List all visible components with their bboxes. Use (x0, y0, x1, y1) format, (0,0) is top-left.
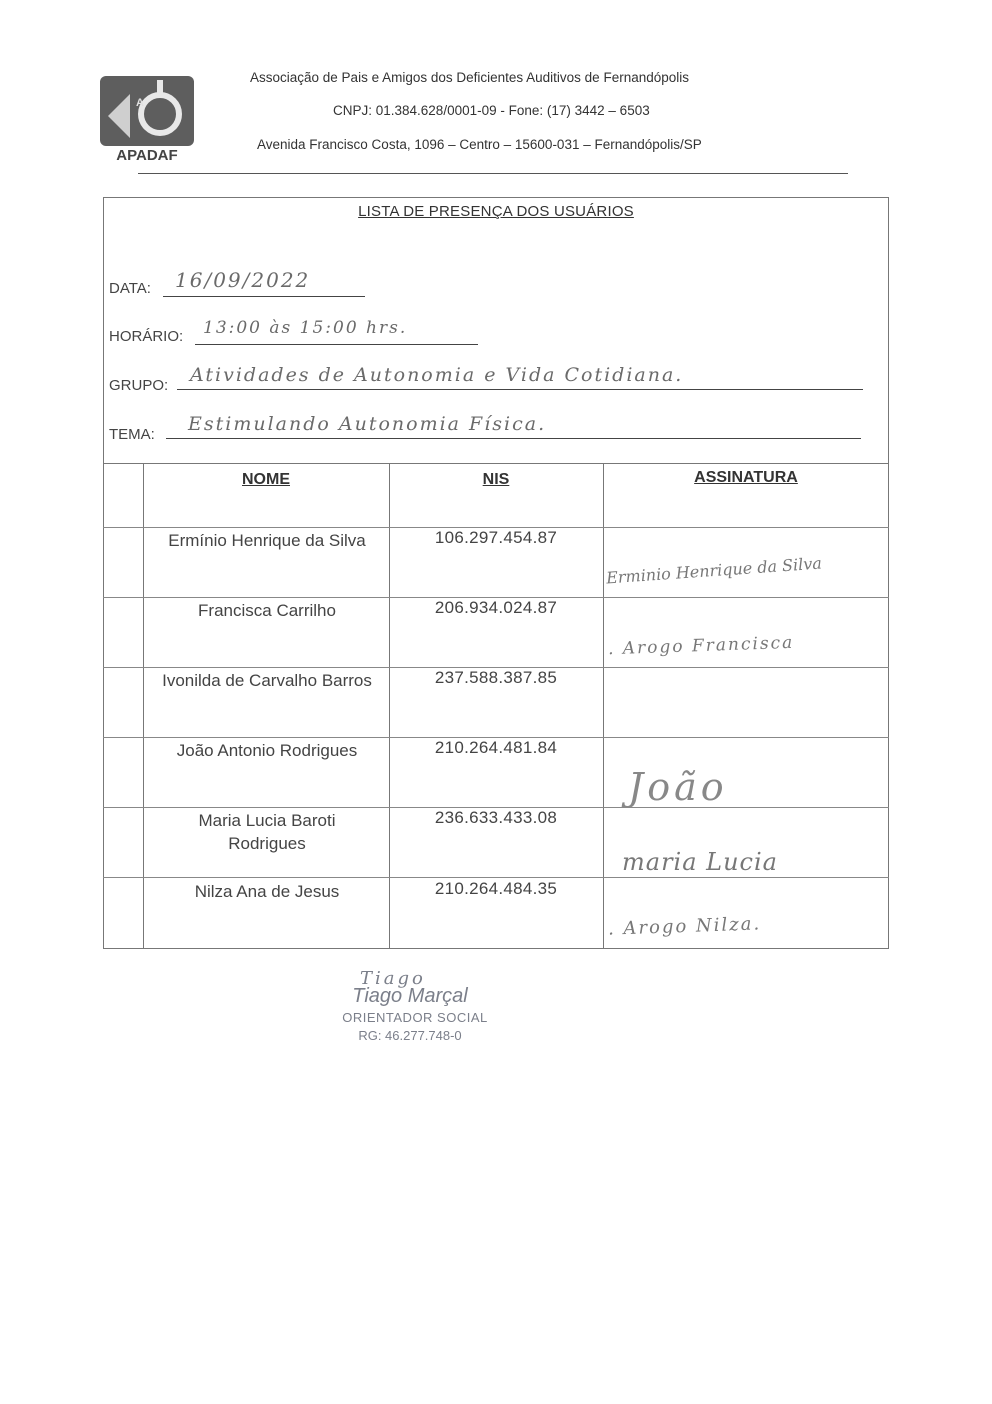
data-underline (163, 296, 365, 297)
tema-value: Estimulando Autonomia Física. (188, 413, 547, 435)
row-3-nome: Ivonilda de Carvalho Barros (162, 671, 372, 690)
header-address: Avenida Francisco Costa, 1096 – Centro – 15600-031 – Fernandópolis/SP (257, 137, 702, 152)
data-label: DATA: (109, 280, 151, 297)
row-4-nis: 210.264.481.84 (434, 738, 558, 757)
data-value: 16/09/2022 (175, 268, 311, 292)
col-header-assinatura: ASSINATURA (694, 469, 798, 486)
stamp-role: ORIENTADOR SOCIAL (342, 1010, 488, 1025)
grupo-value: Atividades de Autonomia e Vida Cotidiana. (190, 364, 684, 386)
horario-label: HORÁRIO: (109, 328, 184, 345)
logo-letter: A (136, 97, 144, 109)
row-2-signature: . Arogo Francisca (607, 632, 795, 660)
tema-underline (166, 438, 861, 439)
row-5-nis: 236.633.433.08 (434, 808, 558, 827)
col-header-nome: NOME (242, 471, 290, 488)
row-2-nis: 206.934.024.87 (434, 598, 558, 617)
row-4-signature: João (628, 765, 728, 809)
stamp-name: Tiago Marçal (352, 985, 468, 1007)
row-divider (103, 877, 889, 878)
logo-text: APADAF (116, 147, 178, 162)
apadaf-logo (100, 76, 194, 162)
grupo-label: GRUPO: (109, 377, 169, 394)
row-4-nome: João Antonio Rodrigues (176, 741, 358, 760)
tema-label: TEMA: (109, 426, 155, 443)
grupo-underline (177, 389, 863, 390)
row-1-signature: Erminio Henrique da Silva (605, 553, 823, 588)
row-3-nis: 237.588.387.85 (434, 668, 558, 687)
table-top-border (103, 463, 889, 464)
row-6-nome: Nilza Ana de Jesus (194, 882, 340, 901)
row-6-signature: . Arogo Nilza. (607, 913, 762, 940)
horario-value: 13:00 às 15:00 hrs. (203, 318, 408, 338)
stamp-rg: RG: 46.277.748-0 (358, 1028, 462, 1043)
header-cnpj-phone: CNPJ: 01.384.628/0001-09 - Fone: (17) 3442 – 6503 (333, 103, 650, 118)
horario-underline (195, 344, 478, 345)
row-1-nome: Ermínio Henrique da Silva (168, 531, 366, 550)
header-divider (138, 173, 848, 174)
row-2-nome: Francisca Carrilho (198, 601, 336, 620)
social-worker-stamp (330, 965, 530, 1060)
row-5-nome: Maria Lucia Baroti Rodrigues (198, 811, 336, 853)
header-org-name: Associação de Pais e Amigos dos Deficientes Auditivos de Fernandópolis (250, 70, 690, 85)
row-1-nis: 106.297.454.87 (434, 528, 558, 547)
form-title: LISTA DE PRESENÇA DOS USUÁRIOS (358, 203, 634, 220)
row-6-nis: 210.264.484.35 (434, 879, 558, 898)
row-5-signature: maria Lucia (622, 848, 778, 876)
col-header-nis: NIS (482, 471, 510, 488)
stamp-signature: Tiago (360, 968, 426, 989)
